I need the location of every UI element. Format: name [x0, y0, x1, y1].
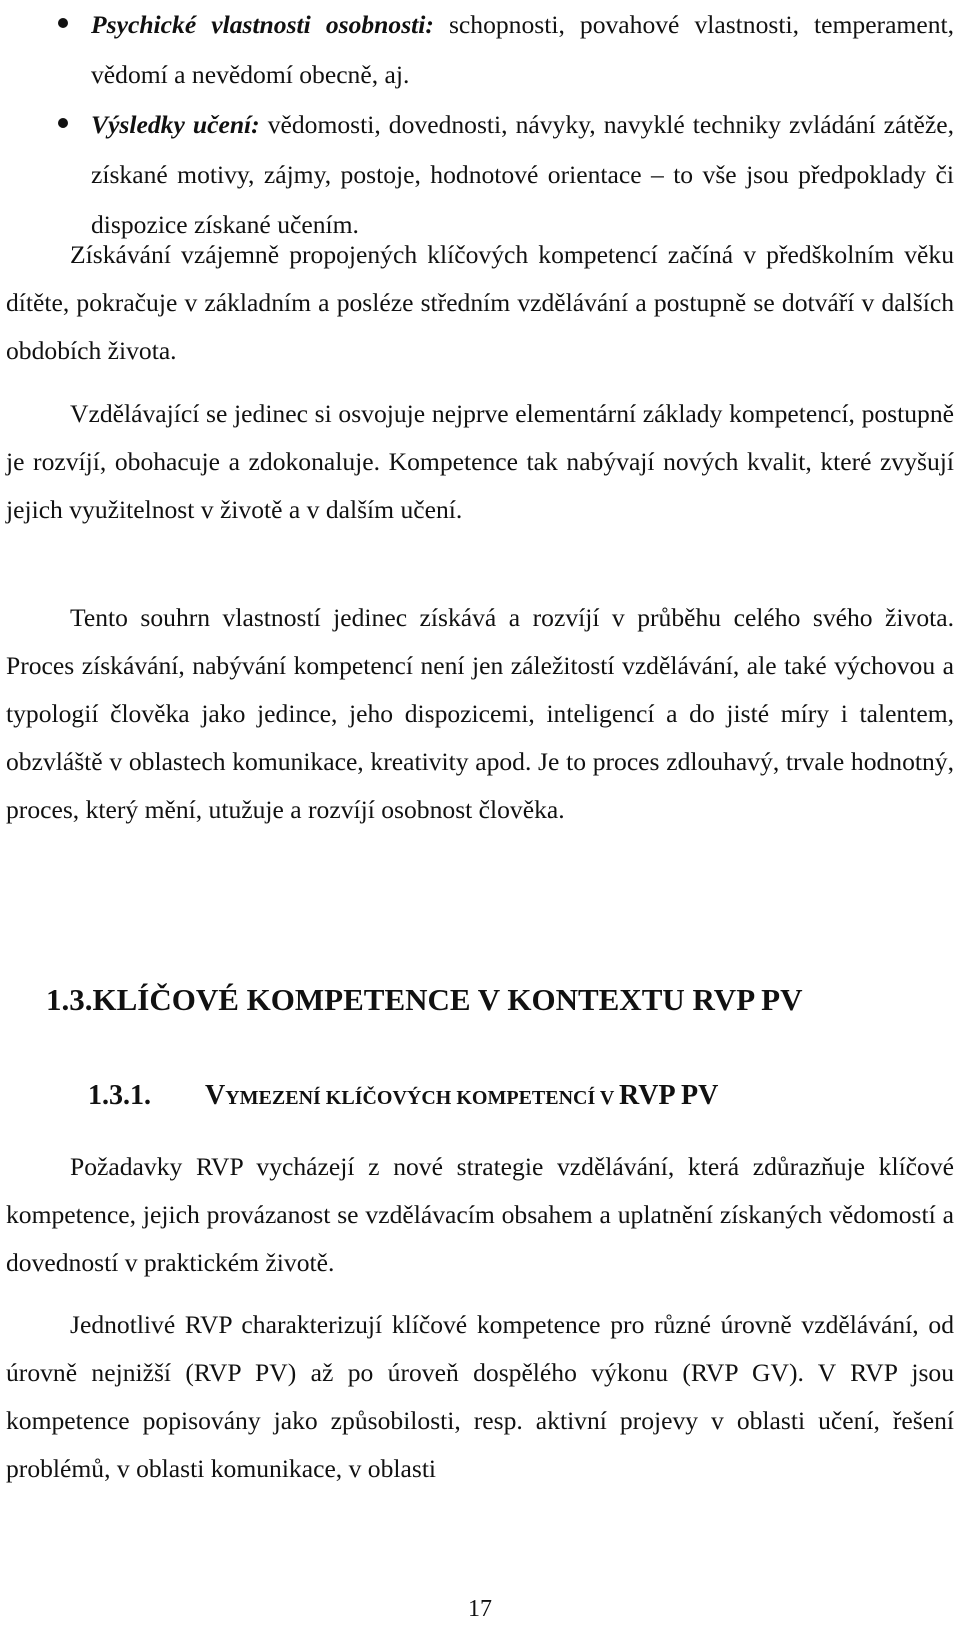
paragraph-5: Jednotlivé RVP charakterizují klíčové kompetence pro různé úrovně vzdělávání, od úrovně nejnižší (RVP PV) až po úroveň dospělého výkonu (RVP GV). V RVP jsou kompetence popisovány jako způsobilosti, resp. aktivní projevy v oblasti učení, řešení problémů, v oblasti komunikace, v oblasti [6, 1310, 954, 1483]
subsection-number: 1.3.1. [88, 1080, 151, 1111]
paragraph-1: Získávání vzájemně propojených klíčových kompetencí začíná v předškolním věku dítěte, pokračuje v základním a posléze středním vzdělávání a postupně se dotváří v dalších obdobích života. [6, 240, 954, 365]
bullet-dot-icon [58, 118, 68, 128]
page-number: 17 [468, 1596, 492, 1622]
bullet-item-vysledky-uceni [0, 100, 954, 250]
bullet-term: Výsledky učení: [91, 110, 260, 139]
paragraph-3: Tento souhrn vlastností jedinec získává a rozvíjí v průběhu celého svého života. Proces získávání, nabývání kompetencí není jen záležitostí vzdělávání, ale také výchovou a typologií člověka jako jedince, jeho dispozicemi, inteligencí a do jisté míry i talentem, obzvláště v oblastech komunikace, kreativity apod. Je to proces zdlouhavý, trvale hodnotný, proces, který mění, utužuje a rozvíjí osobnost člověka. [6, 603, 954, 824]
paragraph-2: Vzdělávající se jedinec si osvojuje nejprve elementární základy kompetencí, postupně je rozvíjí, obohacuje a zdokonaluje. Kompetence tak nabývají nových kvalit, které zvyšují jejich využitelnost v životě a v dalším učení. [6, 399, 954, 524]
paragraph-4: Požadavky RVP vycházejí z nové strategie vzdělávání, která zdůrazňuje klíčové kompetence, jejich provázanost se vzdělávacím obsahem a uplatnění získaných vědomostí a dovedností v praktickém životě. [6, 1152, 954, 1277]
bullet-text: vědomosti, dovednosti, návyky, navyklé techniky zvládání zátěže, získané motivy, zájmy, postoje, hodnotové orientace – to vše jsou předpoklady či dispozice získané učením. [91, 110, 954, 239]
bullet-dot-icon [58, 18, 68, 28]
bullet-list [0, 0, 954, 250]
bullet-item-psychicke-vlastnosti [0, 0, 954, 100]
section-heading: 1.3.KLÍČOVÉ KOMPETENCE V KONTEXTU RVP PV [46, 982, 803, 1017]
bullet-text: schopnosti, povahové vlastnosti, temperament, vědomí a nevědomí obecně, aj. [91, 10, 955, 89]
bullet-term: Psychické vlastnosti osobnosti: [91, 10, 434, 39]
subsection-heading: 1.3.1. VYMEZENÍ KLÍČOVÝCH KOMPETENCÍ V RVP PV [88, 1080, 719, 1111]
